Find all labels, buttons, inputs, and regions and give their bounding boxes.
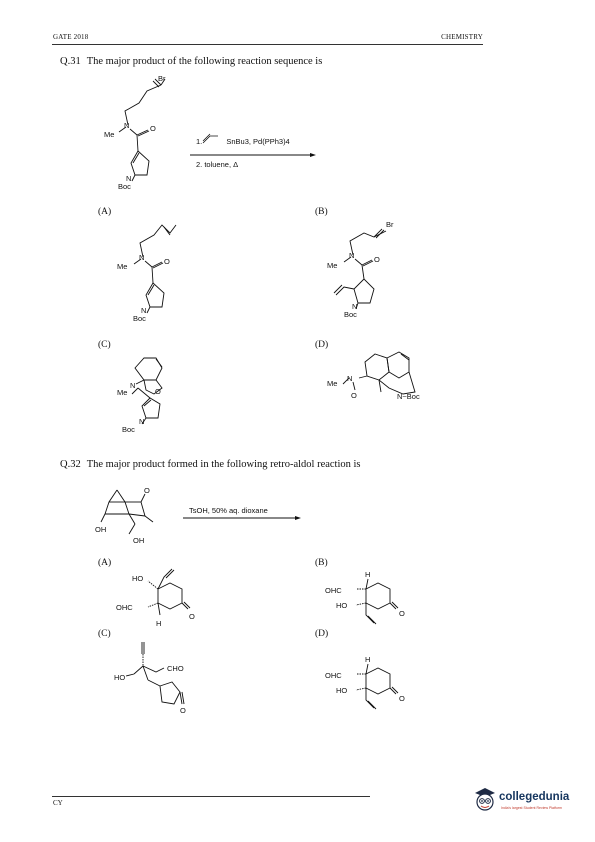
option-b-label: (B)	[315, 207, 328, 217]
nitrogen-label: N	[141, 306, 147, 315]
hydroxyl-label: HO	[336, 601, 348, 610]
aldehyde-label: OHC	[116, 603, 133, 612]
nitrogen-label: N	[349, 251, 355, 260]
header-subject: CHEMISTRY	[441, 33, 483, 41]
option-a-label: (A)	[98, 207, 112, 217]
boc-label: Boc	[122, 425, 135, 434]
oxygen-label: O	[164, 257, 170, 266]
question-32	[60, 459, 361, 470]
boc-label: Boc	[344, 310, 357, 319]
q31-option-a-structure	[110, 215, 200, 330]
hydroxyl-label: HO	[132, 574, 144, 583]
q32-option-b-structure	[320, 565, 420, 627]
hydroxyl-label: OH	[95, 525, 107, 534]
option-c-label: (C)	[98, 629, 111, 639]
brand-name: collegedunia	[499, 791, 570, 803]
oxygen-label: O	[189, 612, 195, 621]
oxygen-label: O	[144, 486, 150, 495]
oxygen-label: O	[180, 706, 186, 715]
header-rule	[52, 44, 483, 45]
q31-option-b-structure	[320, 215, 420, 325]
oxygen-label: O	[155, 387, 161, 396]
nitrogen-label: N	[139, 417, 145, 426]
q32-option-d-structure	[320, 650, 420, 712]
oxygen-label: O	[399, 694, 405, 703]
hydroxyl-label: OH	[133, 536, 145, 545]
hydrogen-label: H	[365, 655, 371, 664]
aldehyde-label: CHO	[167, 664, 184, 673]
brand-tagline: India's largest Student Review Platform	[501, 806, 562, 810]
methyl-label: Me	[117, 262, 128, 271]
header-exam: GATE 2018	[53, 33, 89, 41]
nitrogen-label: N	[126, 174, 132, 183]
methyl-label: Me	[117, 388, 128, 397]
question-text: The major product of the following reaction sequence is	[86, 56, 323, 67]
question-text: The major product formed in the following retro-aldol reaction is	[86, 459, 361, 470]
boc-label: Boc	[118, 182, 131, 191]
oxygen-label: O	[150, 124, 156, 133]
q31-reactant-structure	[95, 75, 205, 190]
hydrogen-label: H	[156, 619, 162, 628]
brand-watermark	[471, 785, 581, 825]
option-d-label: (D)	[315, 629, 329, 639]
methyl-label: Me	[104, 130, 115, 139]
nitrogen-label: N	[139, 253, 145, 262]
oxygen-label: O	[399, 609, 405, 618]
boc-label: Boc	[133, 314, 146, 323]
q32-reactant-structure	[95, 480, 175, 550]
question-31	[60, 56, 322, 67]
footer-code: CY	[53, 799, 63, 807]
question-number: Q.31	[60, 56, 81, 67]
bromine-label: Br	[386, 220, 394, 229]
methyl-label: Me	[327, 379, 338, 388]
reagent-step-1: 1. SnBu3, Pd(PPh3)4	[196, 137, 290, 146]
q31-option-d-structure	[325, 348, 435, 408]
nitrogen-label: N	[352, 302, 358, 311]
reagent-step-2: 2. toluene, Δ	[196, 160, 239, 169]
bromine-label: Br	[158, 74, 166, 83]
oxygen-label: O	[374, 255, 380, 264]
hydroxyl-label: HO	[336, 686, 348, 695]
nitrogen-label: N	[124, 121, 130, 130]
option-a-label: (A)	[98, 558, 112, 568]
oxygen-label: O	[351, 391, 357, 400]
hydroxyl-label: HO	[114, 673, 126, 682]
q32-reagent: TsOH, 50% aq. dioxane	[189, 506, 268, 515]
q31-option-c-structure	[110, 348, 200, 433]
nitrogen-label: N	[347, 374, 353, 383]
q32-option-a-structure	[112, 565, 202, 627]
methyl-label: Me	[327, 261, 338, 270]
nitrogen-label: N	[130, 381, 136, 390]
option-d-label: (D)	[315, 340, 329, 350]
mascot-icon	[471, 785, 499, 815]
aldehyde-label: OHC	[325, 586, 342, 595]
aldehyde-label: OHC	[325, 671, 342, 680]
footer-rule	[52, 796, 370, 797]
option-c-label: (C)	[98, 340, 111, 350]
q32-option-c-structure	[112, 636, 212, 726]
question-number: Q.32	[60, 459, 81, 470]
n-boc-label: N~Boc	[397, 392, 420, 401]
hydrogen-label: H	[365, 570, 371, 579]
option-b-label: (B)	[315, 558, 328, 568]
